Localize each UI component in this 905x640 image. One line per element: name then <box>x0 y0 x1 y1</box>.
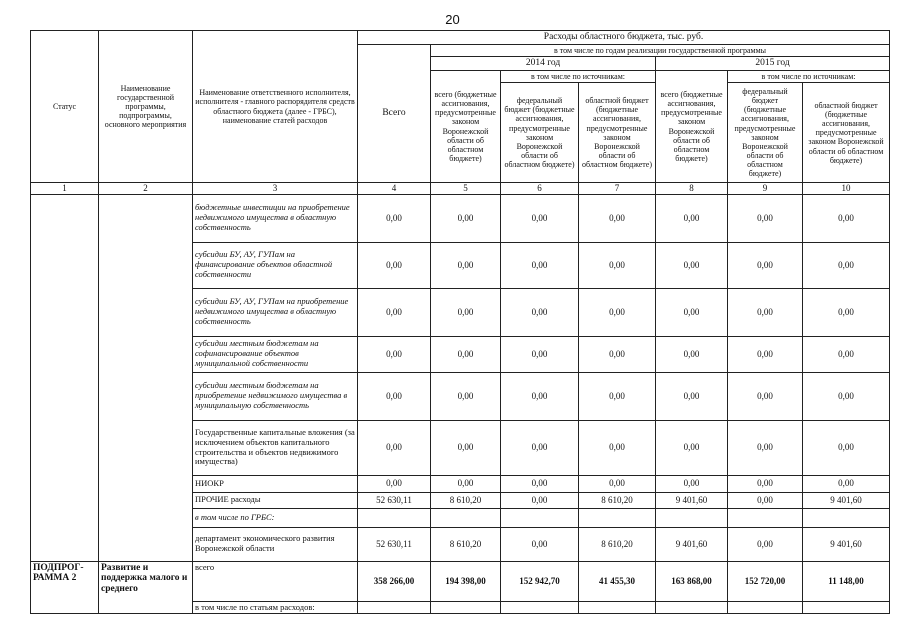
value-cell: 52 630,11 <box>358 527 431 561</box>
value-cell: 0,00 <box>803 288 890 336</box>
value-cell: 0,00 <box>728 492 803 508</box>
value-cell: 0,00 <box>728 336 803 372</box>
value-cell: 0,00 <box>728 420 803 475</box>
value-cell: 52 630,11 <box>358 492 431 508</box>
value-cell: 0,00 <box>656 475 728 492</box>
value-cell <box>358 601 431 614</box>
value-cell <box>728 508 803 527</box>
header-2015-total: всего (бюджетные ассигнования, предусмотренные законом Воронежской области об областном бюджете) <box>656 71 728 183</box>
row-label: в том числе по ГРБС: <box>193 508 358 527</box>
row-label: НИОКР <box>193 475 358 492</box>
value-cell: 0,00 <box>803 336 890 372</box>
row-label: ПРОЧИЕ расходы <box>193 492 358 508</box>
subprogram-status: ПОДПРОГ-РАММА 2 <box>31 561 99 614</box>
row-label: департамент экономического развития Воронежской области <box>193 527 358 561</box>
value-cell: 0,00 <box>656 372 728 420</box>
column-number: 6 <box>501 183 579 194</box>
value-cell: 0,00 <box>501 288 579 336</box>
value-cell <box>579 601 656 614</box>
row-label: субсидии местным бюджетам на софинансирование объектов муниципальной собственности <box>193 336 358 372</box>
value-cell: 358 266,00 <box>358 561 431 601</box>
value-cell: 0,00 <box>803 475 890 492</box>
value-cell <box>431 601 501 614</box>
value-cell: 8 610,20 <box>579 527 656 561</box>
value-cell: 0,00 <box>728 372 803 420</box>
value-cell <box>501 601 579 614</box>
row-label: субсидии БУ, АУ, ГУПам на финансирование объектов областной собственности <box>193 242 358 288</box>
row-label: субсидии БУ, АУ, ГУПам на приобретение недвижимого имущества в областную собственность <box>193 288 358 336</box>
budget-table <box>30 30 890 614</box>
value-cell: 0,00 <box>431 288 501 336</box>
value-cell <box>803 508 890 527</box>
header-expenses-title: Расходы областного бюджета, тыс. руб. <box>358 31 890 45</box>
header-year-2015: 2015 год <box>656 57 890 71</box>
subprogram-label: всего <box>193 561 358 601</box>
header-2015-federal: федеральный бюджет (бюджетные ассигнования, предусмотренные законом Воронежской области об областном бюджете) <box>728 83 803 183</box>
value-cell: 0,00 <box>358 242 431 288</box>
header-status: Статус <box>31 31 99 183</box>
value-cell: 0,00 <box>728 242 803 288</box>
value-cell: 0,00 <box>501 372 579 420</box>
header-program-name: Наименование государственной программы, подпрограммы, основного мероприятия <box>99 31 193 183</box>
column-number: 4 <box>358 183 431 194</box>
value-cell <box>358 508 431 527</box>
value-cell: 152 720,00 <box>728 561 803 601</box>
value-cell: 0,00 <box>656 420 728 475</box>
value-cell: 8 610,20 <box>431 492 501 508</box>
value-cell: 0,00 <box>803 372 890 420</box>
value-cell <box>728 601 803 614</box>
value-cell: 8 610,20 <box>579 492 656 508</box>
value-cell: 0,00 <box>431 420 501 475</box>
value-cell: 0,00 <box>579 420 656 475</box>
value-cell: 0,00 <box>656 194 728 242</box>
subprogram-name: Развитие и поддержка малого и среднего <box>99 561 193 614</box>
value-cell: 9 401,60 <box>803 492 890 508</box>
value-cell: 9 401,60 <box>656 492 728 508</box>
value-cell: 9 401,60 <box>803 527 890 561</box>
value-cell: 0,00 <box>656 242 728 288</box>
value-cell <box>656 601 728 614</box>
value-cell: 41 455,30 <box>579 561 656 601</box>
value-cell: 0,00 <box>803 242 890 288</box>
value-cell: 0,00 <box>803 194 890 242</box>
header-by-years: в том числе по годам реализации государственной программы <box>431 44 890 56</box>
column-number: 1 <box>31 183 99 194</box>
subprogram-row <box>31 561 890 601</box>
value-cell: 0,00 <box>358 336 431 372</box>
value-cell: 0,00 <box>431 242 501 288</box>
value-cell: 0,00 <box>358 288 431 336</box>
value-cell: 163 868,00 <box>656 561 728 601</box>
value-cell: 0,00 <box>431 194 501 242</box>
value-cell: 0,00 <box>656 336 728 372</box>
header-2015-regional: областной бюджет (бюджетные ассигнования, предусмотренные законом Воронежской области об областном бюджете) <box>803 83 890 183</box>
value-cell: 0,00 <box>358 475 431 492</box>
row-label: в том числе по статьям расходов: <box>193 601 358 614</box>
header-2014-federal: федеральный бюджет (бюджетные ассигнования, предусмотренные законом Воронежской области об областном бюджете) <box>501 83 579 183</box>
value-cell: 0,00 <box>501 194 579 242</box>
row-label: бюджетные инвестиции на приобретение недвижимого имущества в областную собственность <box>193 194 358 242</box>
value-cell: 0,00 <box>656 288 728 336</box>
value-cell: 0,00 <box>579 288 656 336</box>
value-cell <box>501 508 579 527</box>
value-cell: 0,00 <box>579 242 656 288</box>
value-cell: 194 398,00 <box>431 561 501 601</box>
value-cell: 0,00 <box>579 194 656 242</box>
column-number: 7 <box>579 183 656 194</box>
value-cell: 0,00 <box>579 336 656 372</box>
row-label: субсидии местным бюджетам на приобретение недвижимого имущества в муниципальную собственность <box>193 372 358 420</box>
value-cell: 0,00 <box>358 194 431 242</box>
value-cell: 9 401,60 <box>656 527 728 561</box>
row-label: Государственные капитальные вложения (за исключением объектов капитального строительства и объектов недвижимого имущества) <box>193 420 358 475</box>
value-cell <box>656 508 728 527</box>
value-cell: 0,00 <box>431 372 501 420</box>
status-cell <box>31 194 99 561</box>
column-number: 5 <box>431 183 501 194</box>
column-number: 3 <box>193 183 358 194</box>
value-cell: 0,00 <box>728 194 803 242</box>
value-cell: 0,00 <box>501 336 579 372</box>
header-year-2014: 2014 год <box>431 57 656 71</box>
value-cell: 0,00 <box>358 372 431 420</box>
program-name-cell <box>99 194 193 561</box>
value-cell: 0,00 <box>358 420 431 475</box>
column-number: 8 <box>656 183 728 194</box>
column-number: 9 <box>728 183 803 194</box>
value-cell: 0,00 <box>728 288 803 336</box>
header-2014-by-sources: в том числе по источникам: <box>501 71 656 83</box>
value-cell: 11 148,00 <box>803 561 890 601</box>
header-executor: Наименование ответственного исполнителя, исполнителя - главного распорядителя средств областного бюджета (далее - ГРБС), наименование статей расходов <box>193 31 358 183</box>
table-row <box>31 194 890 242</box>
value-cell: 0,00 <box>501 242 579 288</box>
value-cell <box>579 508 656 527</box>
header-2014-total: всего (бюджетные ассигнования, предусмотренные законом Воронежской области об областном бюджете) <box>431 71 501 183</box>
header-total: Всего <box>358 44 431 182</box>
value-cell: 0,00 <box>728 527 803 561</box>
value-cell: 0,00 <box>579 475 656 492</box>
value-cell: 0,00 <box>501 420 579 475</box>
value-cell: 152 942,70 <box>501 561 579 601</box>
value-cell: 0,00 <box>579 372 656 420</box>
value-cell: 0,00 <box>501 527 579 561</box>
value-cell: 0,00 <box>431 475 501 492</box>
page-number: 20 <box>445 12 460 27</box>
header-2015-by-sources: в том числе по источникам: <box>728 71 890 83</box>
value-cell: 0,00 <box>501 492 579 508</box>
value-cell: 0,00 <box>803 420 890 475</box>
value-cell: 0,00 <box>501 475 579 492</box>
header-2014-regional: областной бюджет (бюджетные ассигнования, предусмотренные законом Воронежской области об областном бюджете) <box>579 83 656 183</box>
value-cell: 8 610,20 <box>431 527 501 561</box>
value-cell: 0,00 <box>431 336 501 372</box>
value-cell: 0,00 <box>728 475 803 492</box>
value-cell <box>431 508 501 527</box>
value-cell <box>803 601 890 614</box>
column-number: 10 <box>803 183 890 194</box>
column-number: 2 <box>99 183 193 194</box>
